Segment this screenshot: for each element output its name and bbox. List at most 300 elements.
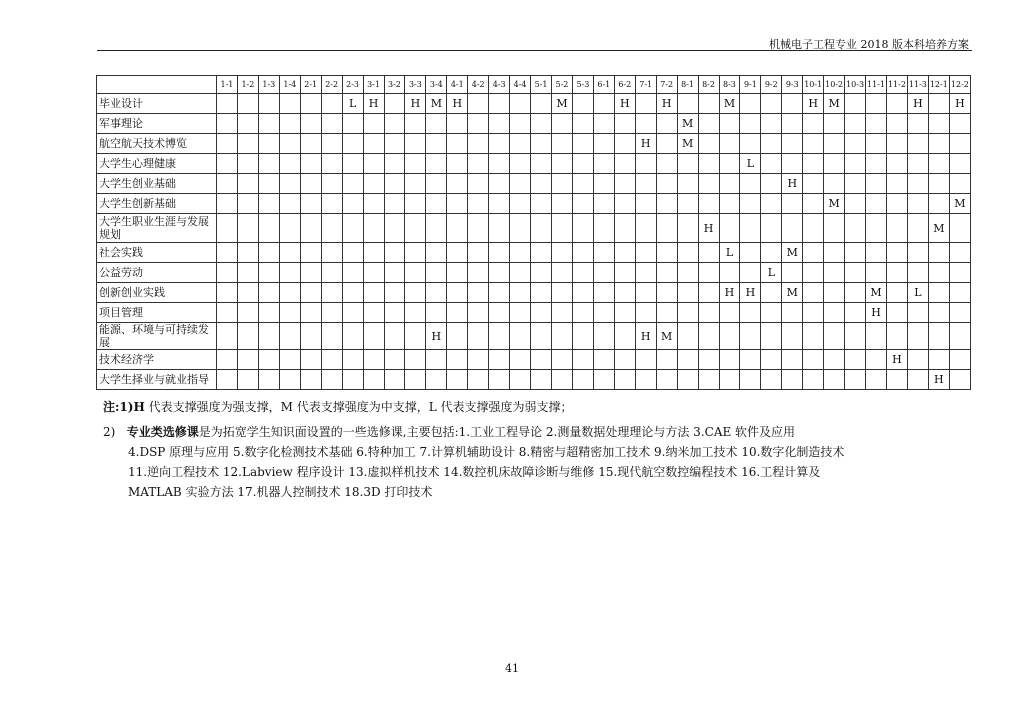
empty-cell: [824, 370, 845, 390]
empty-cell: [217, 370, 238, 390]
empty-cell: [866, 94, 887, 114]
empty-cell: [405, 214, 426, 243]
empty-cell: [217, 214, 238, 243]
table-row: [97, 154, 971, 174]
table-row: [97, 303, 971, 323]
empty-cell: [677, 323, 698, 350]
empty-cell: [279, 263, 300, 283]
empty-cell: [698, 94, 719, 114]
column-header: 9-2: [761, 76, 782, 94]
empty-cell: [217, 243, 238, 263]
column-header: 3-3: [405, 76, 426, 94]
empty-cell: [928, 350, 949, 370]
page-number: 41: [505, 662, 519, 675]
empty-cell: [447, 283, 468, 303]
empty-cell: [363, 263, 384, 283]
empty-cell: [949, 323, 970, 350]
empty-cell: [824, 243, 845, 263]
empty-cell: [468, 263, 489, 283]
empty-cell: [635, 94, 656, 114]
empty-cell: [531, 350, 552, 370]
empty-cell: [698, 134, 719, 154]
empty-cell: [489, 174, 510, 194]
empty-cell: [761, 303, 782, 323]
empty-cell: [845, 154, 866, 174]
empty-cell: [593, 263, 614, 283]
empty-cell: [907, 114, 928, 134]
empty-cell: [593, 243, 614, 263]
empty-cell: [614, 154, 635, 174]
empty-cell: [258, 263, 279, 283]
empty-cell: [887, 243, 908, 263]
empty-cell: [803, 214, 824, 243]
empty-cell: [803, 283, 824, 303]
support-mark: L: [719, 243, 740, 263]
empty-cell: [803, 370, 824, 390]
empty-cell: [635, 350, 656, 370]
para-line-2: 4.DSP 原理与应用 5.数字化检测技术基础 6.特种加工 7.计算机辅助设计 8.精密与超精密加工技术 9.纳米加工技术 10.数字化制造技术: [128, 445, 845, 459]
empty-cell: [217, 283, 238, 303]
empty-cell: [803, 243, 824, 263]
support-mark: M: [677, 114, 698, 134]
empty-cell: [845, 263, 866, 283]
empty-cell: [300, 243, 321, 263]
empty-cell: [949, 243, 970, 263]
empty-cell: [761, 154, 782, 174]
empty-cell: [614, 134, 635, 154]
empty-cell: [719, 134, 740, 154]
empty-cell: [698, 350, 719, 370]
empty-cell: [887, 194, 908, 214]
empty-cell: [824, 114, 845, 134]
table-row: [97, 283, 971, 303]
empty-cell: [217, 154, 238, 174]
para-heading: 专业类选修课: [126, 425, 199, 439]
empty-cell: [321, 94, 342, 114]
document-header-title: 机械电子工程专业 2018 版本科培养方案: [769, 38, 969, 51]
empty-cell: [552, 243, 573, 263]
empty-cell: [258, 323, 279, 350]
empty-cell: [468, 214, 489, 243]
empty-cell: [468, 114, 489, 134]
empty-cell: [237, 94, 258, 114]
empty-cell: [572, 370, 593, 390]
empty-cell: [384, 134, 405, 154]
empty-cell: [300, 134, 321, 154]
support-mark: H: [907, 94, 928, 114]
empty-cell: [489, 243, 510, 263]
empty-cell: [698, 194, 719, 214]
empty-cell: [363, 214, 384, 243]
empty-cell: [468, 323, 489, 350]
note-label: 注:1)H: [103, 400, 145, 414]
corner-cell: [97, 76, 217, 94]
empty-cell: [677, 370, 698, 390]
empty-cell: [719, 370, 740, 390]
empty-cell: [845, 350, 866, 370]
empty-cell: [593, 350, 614, 370]
empty-cell: [593, 94, 614, 114]
column-header: 2-2: [321, 76, 342, 94]
empty-cell: [572, 323, 593, 350]
empty-cell: [405, 263, 426, 283]
empty-cell: [656, 303, 677, 323]
empty-cell: [321, 154, 342, 174]
empty-cell: [384, 243, 405, 263]
empty-cell: [593, 194, 614, 214]
empty-cell: [845, 134, 866, 154]
empty-cell: [510, 283, 531, 303]
column-header: 10-2: [824, 76, 845, 94]
empty-cell: [342, 154, 363, 174]
empty-cell: [258, 370, 279, 390]
empty-cell: [698, 303, 719, 323]
column-header: 1-1: [217, 76, 238, 94]
empty-cell: [279, 243, 300, 263]
support-mark: H: [782, 174, 803, 194]
empty-cell: [552, 303, 573, 323]
empty-cell: [887, 283, 908, 303]
empty-cell: [740, 303, 761, 323]
empty-cell: [866, 214, 887, 243]
table-row: [97, 214, 971, 243]
empty-cell: [635, 303, 656, 323]
empty-cell: [887, 370, 908, 390]
para-line-3: 11.逆向工程技术 12.Labview 程序设计 13.虚拟样机技术 14.数控机床故障诊断与维修 15.现代航空数控编程技术 16.工程计算及: [128, 465, 821, 479]
empty-cell: [237, 114, 258, 134]
table-row: [97, 94, 971, 114]
empty-cell: [928, 174, 949, 194]
empty-cell: [803, 263, 824, 283]
empty-cell: [928, 194, 949, 214]
empty-cell: [866, 174, 887, 194]
empty-cell: [740, 370, 761, 390]
empty-cell: [468, 194, 489, 214]
empty-cell: [217, 94, 238, 114]
empty-cell: [824, 154, 845, 174]
empty-cell: [258, 350, 279, 370]
empty-cell: [300, 263, 321, 283]
empty-cell: [866, 114, 887, 134]
empty-cell: [489, 94, 510, 114]
table-row: [97, 114, 971, 134]
empty-cell: [321, 243, 342, 263]
empty-cell: [300, 283, 321, 303]
empty-cell: [279, 350, 300, 370]
support-mark: L: [342, 94, 363, 114]
support-mark: L: [907, 283, 928, 303]
empty-cell: [719, 194, 740, 214]
course-name: 大学生择业与就业指导: [97, 370, 217, 390]
empty-cell: [698, 263, 719, 283]
empty-cell: [761, 134, 782, 154]
empty-cell: [698, 154, 719, 174]
column-header: 3-4: [426, 76, 447, 94]
empty-cell: [321, 350, 342, 370]
support-mark: L: [740, 154, 761, 174]
empty-cell: [824, 350, 845, 370]
empty-cell: [342, 134, 363, 154]
column-header: 1-4: [279, 76, 300, 94]
empty-cell: [384, 114, 405, 134]
support-mark: M: [782, 243, 803, 263]
empty-cell: [510, 303, 531, 323]
empty-cell: [803, 303, 824, 323]
empty-cell: [824, 174, 845, 194]
empty-cell: [803, 114, 824, 134]
column-header: 1-3: [258, 76, 279, 94]
course-name: 大学生创新基础: [97, 194, 217, 214]
empty-cell: [279, 194, 300, 214]
empty-cell: [740, 94, 761, 114]
empty-cell: [489, 134, 510, 154]
empty-cell: [949, 134, 970, 154]
empty-cell: [845, 194, 866, 214]
support-mark: H: [405, 94, 426, 114]
empty-cell: [258, 243, 279, 263]
empty-cell: [719, 154, 740, 174]
support-mark: M: [949, 194, 970, 214]
empty-cell: [552, 194, 573, 214]
empty-cell: [740, 134, 761, 154]
empty-cell: [656, 174, 677, 194]
empty-cell: [656, 134, 677, 154]
empty-cell: [803, 134, 824, 154]
empty-cell: [866, 243, 887, 263]
support-mark: M: [719, 94, 740, 114]
empty-cell: [237, 323, 258, 350]
empty-cell: [489, 154, 510, 174]
column-header: 12-1: [928, 76, 949, 94]
support-mark: H: [656, 94, 677, 114]
column-header: 7-1: [635, 76, 656, 94]
empty-cell: [531, 134, 552, 154]
empty-cell: [531, 370, 552, 390]
empty-cell: [342, 174, 363, 194]
empty-cell: [363, 154, 384, 174]
empty-cell: [258, 174, 279, 194]
empty-cell: [866, 263, 887, 283]
empty-cell: [572, 243, 593, 263]
empty-cell: [321, 134, 342, 154]
support-mark: M: [677, 134, 698, 154]
empty-cell: [217, 194, 238, 214]
empty-cell: [614, 194, 635, 214]
empty-cell: [572, 134, 593, 154]
empty-cell: [342, 370, 363, 390]
empty-cell: [803, 154, 824, 174]
empty-cell: [321, 370, 342, 390]
empty-cell: [552, 134, 573, 154]
empty-cell: [489, 194, 510, 214]
empty-cell: [510, 174, 531, 194]
empty-cell: [384, 154, 405, 174]
empty-cell: [761, 323, 782, 350]
empty-cell: [258, 303, 279, 323]
empty-cell: [656, 350, 677, 370]
empty-cell: [698, 370, 719, 390]
empty-cell: [928, 303, 949, 323]
empty-cell: [552, 214, 573, 243]
empty-cell: [845, 214, 866, 243]
column-header: 7-2: [656, 76, 677, 94]
course-name: 公益劳动: [97, 263, 217, 283]
empty-cell: [426, 283, 447, 303]
empty-cell: [258, 94, 279, 114]
empty-cell: [949, 350, 970, 370]
column-header: 5-3: [572, 76, 593, 94]
empty-cell: [447, 174, 468, 194]
empty-cell: [593, 283, 614, 303]
empty-cell: [614, 114, 635, 134]
empty-cell: [614, 350, 635, 370]
support-mark: H: [363, 94, 384, 114]
empty-cell: [907, 370, 928, 390]
empty-cell: [468, 154, 489, 174]
empty-cell: [217, 263, 238, 283]
empty-cell: [384, 303, 405, 323]
empty-cell: [447, 350, 468, 370]
empty-cell: [635, 283, 656, 303]
column-header: 4-4: [510, 76, 531, 94]
column-header: 11-2: [887, 76, 908, 94]
table-row: [97, 350, 971, 370]
column-header: 11-3: [907, 76, 928, 94]
column-header: 5-2: [552, 76, 573, 94]
empty-cell: [426, 154, 447, 174]
empty-cell: [949, 263, 970, 283]
empty-cell: [384, 283, 405, 303]
empty-cell: [217, 350, 238, 370]
empty-cell: [782, 303, 803, 323]
empty-cell: [677, 243, 698, 263]
course-name: 毕业设计: [97, 94, 217, 114]
support-mark: H: [928, 370, 949, 390]
empty-cell: [510, 194, 531, 214]
empty-cell: [279, 114, 300, 134]
empty-cell: [405, 114, 426, 134]
empty-cell: [845, 174, 866, 194]
empty-cell: [949, 303, 970, 323]
empty-cell: [635, 243, 656, 263]
empty-cell: [635, 370, 656, 390]
empty-cell: [949, 174, 970, 194]
support-mark: H: [866, 303, 887, 323]
empty-cell: [258, 154, 279, 174]
empty-cell: [572, 174, 593, 194]
empty-cell: [782, 114, 803, 134]
empty-cell: [321, 283, 342, 303]
empty-cell: [363, 283, 384, 303]
course-name: 大学生职业生涯与发展规划: [97, 214, 217, 243]
support-mark: M: [824, 194, 845, 214]
empty-cell: [258, 114, 279, 134]
empty-cell: [656, 243, 677, 263]
column-header: 2-3: [342, 76, 363, 94]
empty-cell: [614, 214, 635, 243]
empty-cell: [405, 194, 426, 214]
support-mark: M: [552, 94, 573, 114]
empty-cell: [949, 114, 970, 134]
empty-cell: [782, 323, 803, 350]
empty-cell: [363, 303, 384, 323]
empty-cell: [614, 263, 635, 283]
course-name: 航空航天技术博览: [97, 134, 217, 154]
empty-cell: [887, 134, 908, 154]
empty-cell: [510, 134, 531, 154]
empty-cell: [677, 303, 698, 323]
empty-cell: [321, 263, 342, 283]
empty-cell: [510, 114, 531, 134]
empty-cell: [510, 323, 531, 350]
empty-cell: [677, 283, 698, 303]
empty-cell: [782, 194, 803, 214]
empty-cell: [552, 370, 573, 390]
empty-cell: [342, 194, 363, 214]
empty-cell: [677, 94, 698, 114]
empty-cell: [531, 94, 552, 114]
column-header: 9-3: [782, 76, 803, 94]
empty-cell: [279, 283, 300, 303]
empty-cell: [656, 214, 677, 243]
empty-cell: [447, 154, 468, 174]
empty-cell: [321, 303, 342, 323]
empty-cell: [740, 174, 761, 194]
empty-cell: [489, 323, 510, 350]
empty-cell: [363, 370, 384, 390]
empty-cell: [405, 134, 426, 154]
empty-cell: [677, 174, 698, 194]
course-name: 技术经济学: [97, 350, 217, 370]
column-header: 8-1: [677, 76, 698, 94]
empty-cell: [384, 94, 405, 114]
empty-cell: [552, 350, 573, 370]
empty-cell: [510, 370, 531, 390]
empty-cell: [468, 303, 489, 323]
empty-cell: [824, 323, 845, 350]
empty-cell: [426, 370, 447, 390]
empty-cell: [279, 154, 300, 174]
empty-cell: [656, 154, 677, 174]
empty-cell: [217, 114, 238, 134]
empty-cell: [342, 303, 363, 323]
empty-cell: [866, 370, 887, 390]
empty-cell: [279, 370, 300, 390]
support-mark: H: [426, 323, 447, 350]
empty-cell: [258, 134, 279, 154]
empty-cell: [845, 303, 866, 323]
empty-cell: [342, 214, 363, 243]
empty-cell: [552, 174, 573, 194]
empty-cell: [489, 114, 510, 134]
empty-cell: [342, 263, 363, 283]
empty-cell: [489, 283, 510, 303]
empty-cell: [635, 154, 656, 174]
support-mark: H: [635, 134, 656, 154]
empty-cell: [719, 323, 740, 350]
empty-cell: [761, 194, 782, 214]
empty-cell: [468, 94, 489, 114]
empty-cell: [866, 350, 887, 370]
column-header: 12-2: [949, 76, 970, 94]
empty-cell: [384, 214, 405, 243]
empty-cell: [510, 263, 531, 283]
empty-cell: [237, 283, 258, 303]
empty-cell: [949, 370, 970, 390]
empty-cell: [698, 323, 719, 350]
empty-cell: [677, 263, 698, 283]
empty-cell: [405, 350, 426, 370]
